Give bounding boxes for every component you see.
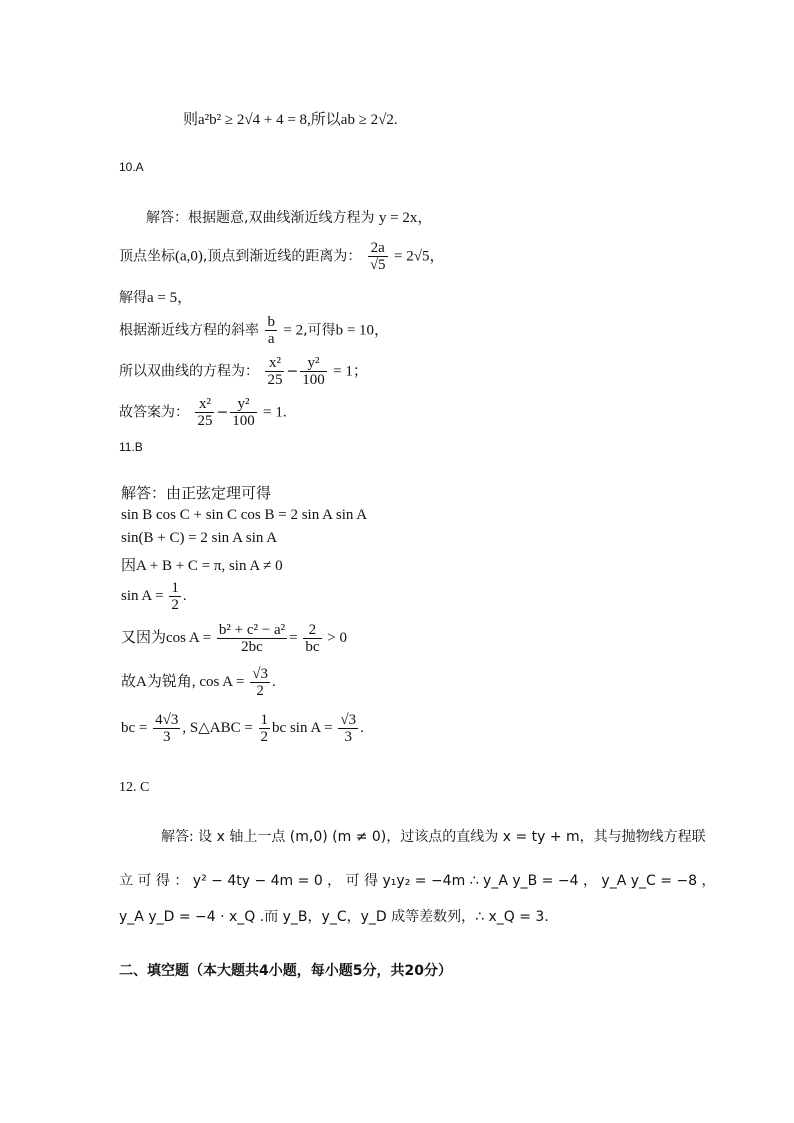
q10-line-2: 顶点坐标(a,0),顶点到渐近线的距离为： $\frac{2a}{√5}$ = 2√5， [119, 240, 445, 273]
q12-line-2: 立 可 得 ： y² − 4ty − 4m = 0 ， 可 得 y₁y₂ = −4m ∴ y_A y_B = −4 ， y_A y_C = −8 ， [119, 873, 716, 889]
q11-line-2: sin B cos C + sin C cos B = 2 sin A sin A [121, 507, 368, 523]
q10-line-6: 故答案为： $\frac{\text{x²}}{25}$ − $\frac{\text{y²}}{100}$ = 1. [119, 396, 287, 429]
q11-line-7: 故A为锐角, cos A = $\frac{√3}{2}$ . [121, 666, 276, 699]
q10-line-5: 所以双曲线的方程为： $\frac{\text{x²}}{25}$ − $\frac{\text{y²}}{100}$ = 1； [119, 355, 368, 388]
q11-line-5: sin A = $\frac{1}{2}$ . [121, 580, 187, 613]
q10-line-4: 根据渐近线方程的斜率 $\frac{b}{a}$ = 2,可得b = 10， [119, 314, 390, 347]
q12-line-1: 解答: 设 x 轴上一点 (m,0) (m ≠ 0)，过该点的直线为 x = ty + m，其与抛物线方程联 [161, 829, 706, 845]
q10-fraction-distance: $\frac{2a}{√5}$ [369, 240, 386, 273]
q12-label: 12. C [119, 780, 150, 795]
q10-fraction-slope: $\frac{b}{a}$ [267, 314, 275, 347]
q11-line-1: 解答：由正弦定理可得 [121, 484, 272, 502]
top-formula-line: 则a²b² ≥ 2√4 + 4 = 8,所以ab ≥ 2√2. [183, 112, 398, 128]
q11-line-6: 又因为cos A = $\frac{\text{b² + c² − a²}}{2bc}$ = $\frac{2}{bc}$ > 0 [121, 622, 347, 655]
q10-line-1: 解答：根据题意,双曲线渐近线方程为 y = 2x， [146, 210, 433, 226]
q11-label: 11.B [119, 440, 143, 454]
q10-label: 10.A [119, 160, 144, 174]
q10-line-3: 解得a = 5， [119, 290, 193, 306]
section-heading: 二、填空题（本大题共4小题，每小题5分，共20分） [119, 963, 452, 979]
q11-line-8: bc = $\frac{4√3}{3}$ , S△ABC = $\frac{1}{2}$ bc sin A = $\frac{√3}{3}$ . [121, 712, 364, 745]
q12-line-3: y_A y_D = −4 · x_Q .而 y_B，y_C，y_D 成等差数列，∴ x_Q = 3. [119, 909, 549, 925]
q11-line-3: sin(B + C) = 2 sin A sin A [121, 530, 278, 546]
q11-line-4: 因A + B + C = π, sin A ≠ 0 [121, 558, 283, 574]
